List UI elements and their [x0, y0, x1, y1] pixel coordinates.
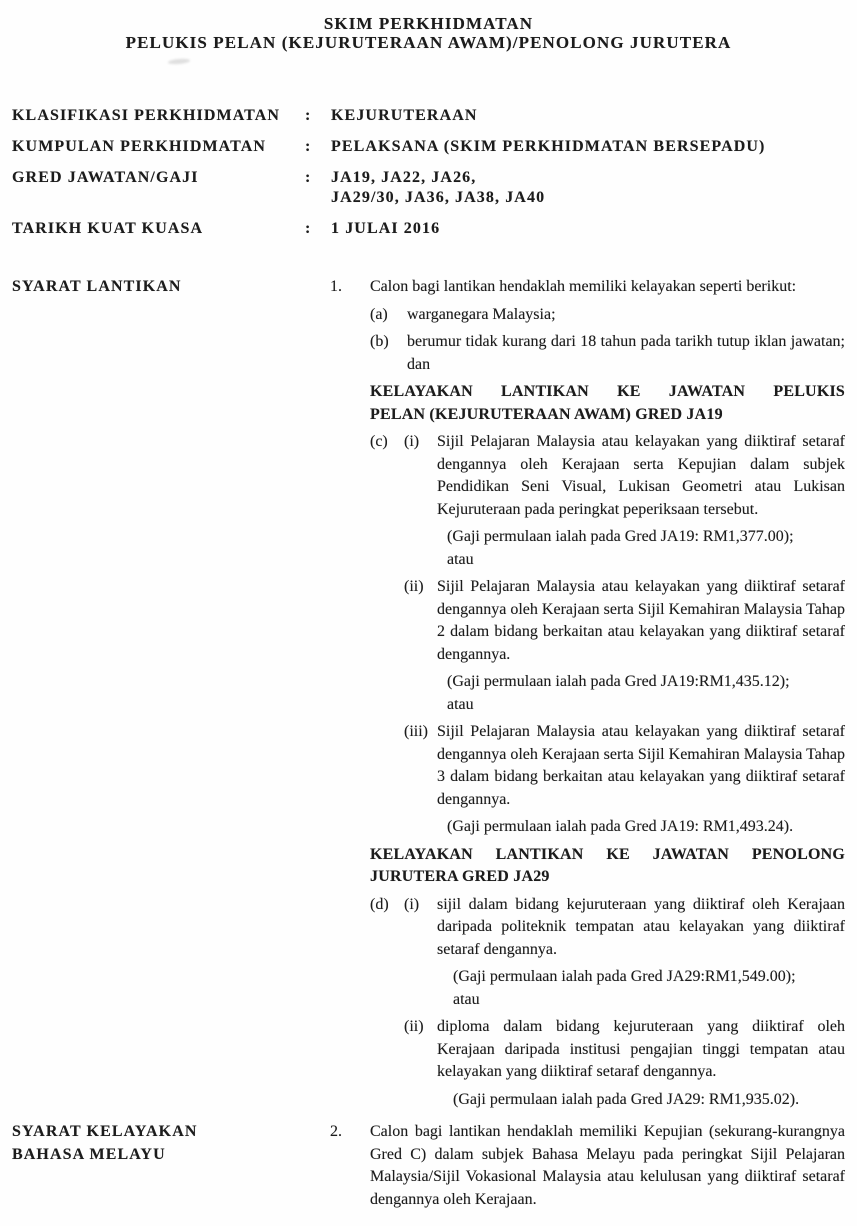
salary-note-text: (Gaji permulaan ialah pada Gred JA29: RM1,935.02). [453, 1090, 800, 1108]
salary-note-text: (Gaji permulaan ialah pada Gred JA19:RM1,435.12); [447, 673, 790, 690]
clause-body [437, 1016, 845, 1111]
section-syarat-lantikan [12, 276, 845, 1116]
clause-marker: (i) [404, 433, 420, 450]
meta-value-line-1: JA19, JA22, JA26, [331, 169, 477, 186]
meta-label: KLASIFIKASI PERKHIDMATAN [12, 107, 281, 124]
clause-text: Sijil Pelajaran Malaysia atau kelayakan yang diiktiraf setaraf dengannya oleh Kerajaan serta Sijil Kemahiran Malaysia Tahap 3 dalam bidang berkaitan atau kelayakan yang diiktiraf setaraf dengannya. [437, 723, 845, 808]
list-marker: (d) [370, 895, 389, 913]
bahasa-paragraph: Calon bagi lantikan hendaklah memiliki Kepujian (sekurang-kurangnya Gred C) dalam subjek Bahasa Melayu pada peringkat Sijil Pelajaran Malaysia/Sijil Vokasional Malaysia atau kelulusan yang diiktiraf setaraf dengannya oleh Kerajaan. [370, 1123, 845, 1208]
item-body [370, 276, 845, 1116]
clause-c-iii [404, 721, 845, 839]
clause-text: Sijil Pelajaran Malaysia atau kelayakan yang diiktiraf setaraf dengannya oleh Kerajaan serta Kepujian dalam subjek Pendidikan Seni Visual, Lukisan Geometri atau Lukisan Kejuruteraan pada peringkat peperiksaan tersebut. [437, 433, 845, 518]
item-number: 2. [330, 1123, 342, 1140]
clause-body [437, 894, 845, 1012]
meta-colon: : [305, 107, 311, 124]
meta-row-tarikh [12, 219, 845, 239]
salary-note-text: (Gaji permulaan ialah pada Gred JA29:RM1,549.00); [453, 968, 796, 985]
clause-d-i [404, 894, 845, 1012]
roman-list [404, 894, 845, 1112]
clause-marker: (i) [404, 895, 420, 913]
item-body [370, 1121, 845, 1211]
meta-value [331, 168, 845, 208]
clause-marker: (iii) [404, 723, 428, 740]
meta-colon: : [305, 220, 311, 237]
meta-label: TARIKH KUAT KUASA [12, 220, 204, 237]
salary-note-suffix: atau [447, 550, 474, 568]
numbered-item-2 [330, 1121, 845, 1211]
list-item-d [370, 894, 845, 1112]
clause-body [437, 721, 845, 839]
list-item-b [370, 331, 845, 376]
salary-note [437, 526, 845, 571]
heading-pelukis-pelan-ja19 [370, 381, 845, 426]
meta-value-line-2: JA29/30, JA36, JA38, JA40 [331, 189, 546, 206]
heading-line-1: KELAYAKAN LANTIKAN KE JAWATAN PENOLONG [370, 845, 845, 863]
clause-text: sijil dalam bidang kejuruteraan yang diiktiraf oleh Kerajaan daripada politeknik tempatan atau kelayakan yang diiktiraf setaraf dengannya. [437, 895, 845, 958]
clause-c-ii [404, 576, 845, 716]
side-label-line-1: SYARAT KELAYAKAN [12, 1123, 198, 1140]
meta-row-gred [12, 168, 845, 208]
salary-note [437, 1089, 845, 1112]
clause-body [437, 576, 845, 716]
list-text: berumur tidak kurang dari 18 tahun pada tarikh tutup iklan jawatan; dan [407, 333, 845, 373]
salary-note [437, 816, 845, 839]
meta-row-klasifikasi [12, 106, 845, 126]
meta-value: KEJURUTERAAN [331, 107, 478, 124]
list-marker: (a) [370, 305, 388, 323]
heading-line-2: JURUTERA GRED JA29 [370, 868, 550, 885]
salary-note-text: (Gaji permulaan ialah pada Gred JA19: RM1,493.24). [447, 818, 794, 835]
heading-penolong-jurutera-ja29 [370, 844, 845, 889]
meta-value: 1 JULAI 2016 [331, 220, 441, 237]
meta-label: GRED JAWATAN/GAJI [12, 169, 199, 186]
heading-line-2: PELAN (KEJURUTERAAN AWAM) GRED JA19 [370, 405, 723, 423]
list-item-c [370, 431, 845, 839]
meta-colon: : [305, 138, 311, 155]
side-label-line-2: BAHASA MELAYU [12, 1145, 166, 1163]
section-syarat-bahasa-melayu [12, 1121, 845, 1211]
metadata-block [12, 106, 845, 239]
clause-text: Sijil Pelajaran Malaysia atau kelayakan yang diiktiraf setaraf dengannya oleh Kerajaan serta Sijil Kemahiran Malaysia Tahap 2 dalam bidang berkaitan atau kelayakan yang diiktiraf setaraf dengannya. [437, 578, 845, 663]
item-number: 1. [330, 278, 342, 295]
clause-text: diploma dalam bidang kejuruteraan yang diiktiraf oleh Kerajaan daripada institusi pengajian tinggi tempatan atau kelayakan yang diiktiraf setaraf dengannya. [437, 1018, 845, 1080]
side-label-syarat-bahasa [12, 1121, 330, 1211]
list-item-a [370, 304, 845, 327]
clause-d-ii [404, 1016, 845, 1111]
salary-note-suffix: atau [453, 990, 480, 1008]
meta-label: KUMPULAN PERKHIDMATAN [12, 138, 267, 155]
numbered-item-1 [330, 276, 845, 1116]
clause-body [437, 431, 845, 571]
title-line-1: SKIM PERKHIDMATAN [323, 14, 534, 33]
roman-list [404, 431, 845, 839]
side-label-syarat-lantikan: SYARAT LANTIKAN [12, 278, 182, 295]
intro-paragraph: Calon bagi lantikan hendaklah memiliki kelayakan seperti berikut: [370, 278, 797, 295]
salary-note-text: (Gaji permulaan ialah pada Gred JA19: RM1,377.00); [447, 528, 794, 545]
list-text: warganegara Malaysia; [407, 305, 556, 323]
meta-value: PELAKSANA (SKIM PERKHIDMATAN BERSEPADU) [331, 138, 766, 155]
document-title [12, 14, 845, 52]
scan-artifact [168, 58, 190, 65]
salary-note [437, 671, 845, 716]
clause-marker: (ii) [404, 578, 424, 595]
salary-note [437, 966, 845, 1011]
meta-colon: : [305, 169, 311, 186]
heading-line-1: KELAYAKAN LANTIKAN KE JAWATAN PELUKIS [370, 383, 845, 400]
clause-marker: (ii) [404, 1018, 424, 1035]
clause-c-i [404, 431, 845, 571]
list-marker: (b) [370, 333, 389, 350]
salary-note-suffix: atau [447, 695, 474, 713]
meta-row-kumpulan [12, 137, 845, 157]
title-line-2: PELUKIS PELAN (KEJURUTERAAN AWAM)/PENOLONG JURUTERA [125, 33, 732, 52]
list-marker: (c) [370, 433, 388, 450]
